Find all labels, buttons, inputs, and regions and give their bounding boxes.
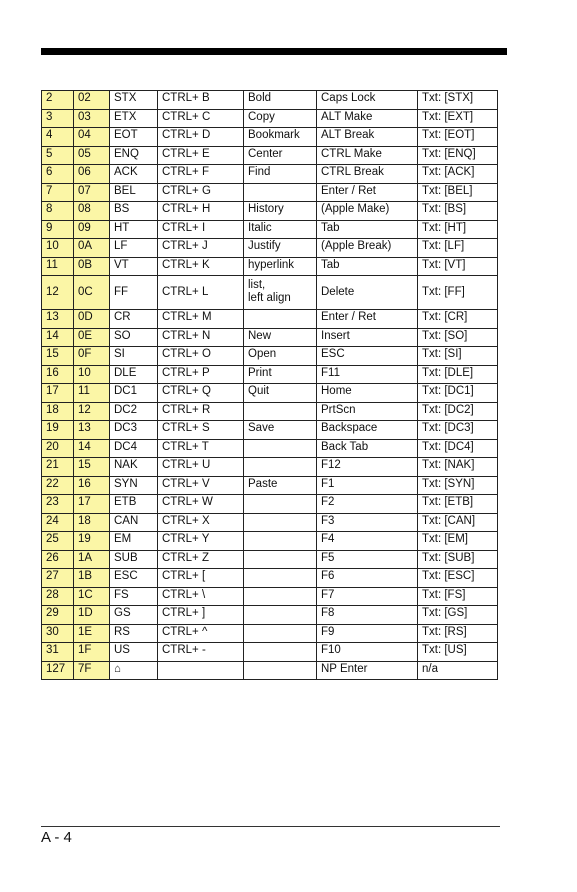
function-cell bbox=[244, 439, 317, 458]
ctrl-cell: CTRL+ Z bbox=[158, 550, 244, 569]
function-cell bbox=[244, 183, 317, 202]
ctrl-cell: CTRL+ S bbox=[158, 421, 244, 440]
char-cell: US bbox=[110, 643, 158, 662]
text-cell: Txt: [RS] bbox=[418, 624, 498, 643]
ctrl-cell: CTRL+ H bbox=[158, 202, 244, 221]
dec-cell: 10 bbox=[42, 239, 74, 258]
char-cell: STX bbox=[110, 91, 158, 110]
hex-cell: 16 bbox=[74, 476, 110, 495]
function-cell bbox=[244, 310, 317, 329]
hex-cell: 07 bbox=[74, 183, 110, 202]
text-cell: Txt: [FF] bbox=[418, 276, 498, 310]
table-row bbox=[42, 587, 498, 606]
hex-cell: 1E bbox=[74, 624, 110, 643]
ctrl-cell: CTRL+ U bbox=[158, 458, 244, 477]
dec-cell: 14 bbox=[42, 328, 74, 347]
ctrl-cell: CTRL+ I bbox=[158, 220, 244, 239]
text-cell: Txt: [BS] bbox=[418, 202, 498, 221]
dec-cell: 23 bbox=[42, 495, 74, 514]
hex-cell: 0B bbox=[74, 257, 110, 276]
text-cell: Txt: [SYN] bbox=[418, 476, 498, 495]
ctrl-cell: CTRL+ ] bbox=[158, 606, 244, 625]
text-cell: Txt: [DC3] bbox=[418, 421, 498, 440]
hex-cell: 10 bbox=[74, 365, 110, 384]
dec-cell: 26 bbox=[42, 550, 74, 569]
table-row bbox=[42, 495, 498, 514]
table-row bbox=[42, 365, 498, 384]
table-row bbox=[42, 239, 498, 258]
dec-cell: 21 bbox=[42, 458, 74, 477]
hex-cell: 12 bbox=[74, 402, 110, 421]
dec-cell: 7 bbox=[42, 183, 74, 202]
table-row bbox=[42, 109, 498, 128]
key-mapping-table bbox=[41, 90, 498, 680]
function-cell: hyperlink bbox=[244, 257, 317, 276]
key-cell: Delete bbox=[317, 276, 418, 310]
function-cell: Bold bbox=[244, 91, 317, 110]
key-cell: F4 bbox=[317, 532, 418, 551]
page-number: A - 4 bbox=[41, 829, 72, 846]
hex-cell: 1A bbox=[74, 550, 110, 569]
key-cell: ESC bbox=[317, 347, 418, 366]
hex-cell: 0F bbox=[74, 347, 110, 366]
char-cell: ETB bbox=[110, 495, 158, 514]
function-cell: Italic bbox=[244, 220, 317, 239]
ctrl-cell: CTRL+ V bbox=[158, 476, 244, 495]
dec-cell: 19 bbox=[42, 421, 74, 440]
key-cell: ALT Break bbox=[317, 128, 418, 147]
text-cell: Txt: [DC2] bbox=[418, 402, 498, 421]
key-cell: PrtScn bbox=[317, 402, 418, 421]
table-row bbox=[42, 532, 498, 551]
function-cell: Justify bbox=[244, 239, 317, 258]
dec-cell: 24 bbox=[42, 513, 74, 532]
function-cell bbox=[244, 402, 317, 421]
key-cell: (Apple Make) bbox=[317, 202, 418, 221]
dec-cell: 11 bbox=[42, 257, 74, 276]
dec-cell: 17 bbox=[42, 384, 74, 403]
dec-cell: 4 bbox=[42, 128, 74, 147]
key-cell: Tab bbox=[317, 257, 418, 276]
ctrl-cell: CTRL+ F bbox=[158, 165, 244, 184]
char-cell: RS bbox=[110, 624, 158, 643]
table-body bbox=[42, 91, 498, 680]
dec-cell: 31 bbox=[42, 643, 74, 662]
char-cell: ESC bbox=[110, 569, 158, 588]
text-cell: Txt: [ESC] bbox=[418, 569, 498, 588]
table-row bbox=[42, 624, 498, 643]
ctrl-cell: CTRL+ ^ bbox=[158, 624, 244, 643]
function-cell bbox=[244, 532, 317, 551]
key-cell: Enter / Ret bbox=[317, 183, 418, 202]
hex-cell: 02 bbox=[74, 91, 110, 110]
hex-cell: 06 bbox=[74, 165, 110, 184]
function-cell: Bookmark bbox=[244, 128, 317, 147]
char-cell: VT bbox=[110, 257, 158, 276]
hex-cell: 1F bbox=[74, 643, 110, 662]
ctrl-cell: CTRL+ T bbox=[158, 439, 244, 458]
dec-cell: 30 bbox=[42, 624, 74, 643]
function-cell bbox=[244, 569, 317, 588]
ctrl-cell: CTRL+ N bbox=[158, 328, 244, 347]
function-cell: Find bbox=[244, 165, 317, 184]
char-cell: ENQ bbox=[110, 146, 158, 165]
hex-cell: 1C bbox=[74, 587, 110, 606]
hex-cell: 05 bbox=[74, 146, 110, 165]
key-cell: Tab bbox=[317, 220, 418, 239]
char-cell: NAK bbox=[110, 458, 158, 477]
table-row bbox=[42, 458, 498, 477]
text-cell: Txt: [DC1] bbox=[418, 384, 498, 403]
hex-cell: 11 bbox=[74, 384, 110, 403]
table-row bbox=[42, 347, 498, 366]
function-cell bbox=[244, 513, 317, 532]
function-cell bbox=[244, 643, 317, 662]
function-cell: Open bbox=[244, 347, 317, 366]
dec-cell: 127 bbox=[42, 661, 74, 680]
function-cell: Save bbox=[244, 421, 317, 440]
key-cell: F7 bbox=[317, 587, 418, 606]
text-cell: Txt: [FS] bbox=[418, 587, 498, 606]
char-cell: CR bbox=[110, 310, 158, 329]
header-bar bbox=[41, 48, 507, 55]
table-row bbox=[42, 202, 498, 221]
text-cell: Txt: [SI] bbox=[418, 347, 498, 366]
dec-cell: 6 bbox=[42, 165, 74, 184]
text-cell: Txt: [EOT] bbox=[418, 128, 498, 147]
table-row bbox=[42, 513, 498, 532]
hex-cell: 0E bbox=[74, 328, 110, 347]
function-cell: Copy bbox=[244, 109, 317, 128]
table-row bbox=[42, 606, 498, 625]
function-cell: Quit bbox=[244, 384, 317, 403]
char-cell: DC4 bbox=[110, 439, 158, 458]
ctrl-cell: CTRL+ [ bbox=[158, 569, 244, 588]
text-cell: Txt: [US] bbox=[418, 643, 498, 662]
key-cell: Enter / Ret bbox=[317, 310, 418, 329]
char-cell: SUB bbox=[110, 550, 158, 569]
function-cell: Print bbox=[244, 365, 317, 384]
ctrl-cell: CTRL+ D bbox=[158, 128, 244, 147]
ctrl-cell: CTRL+ R bbox=[158, 402, 244, 421]
text-cell: Txt: [CAN] bbox=[418, 513, 498, 532]
ctrl-cell: CTRL+ X bbox=[158, 513, 244, 532]
function-cell bbox=[244, 661, 317, 680]
function-cell bbox=[244, 624, 317, 643]
table-row bbox=[42, 384, 498, 403]
dec-cell: 3 bbox=[42, 109, 74, 128]
text-cell: Txt: [CR] bbox=[418, 310, 498, 329]
text-cell: Txt: [VT] bbox=[418, 257, 498, 276]
table-row bbox=[42, 165, 498, 184]
table-row bbox=[42, 128, 498, 147]
key-cell: Backspace bbox=[317, 421, 418, 440]
ctrl-cell: CTRL+ J bbox=[158, 239, 244, 258]
key-cell: F2 bbox=[317, 495, 418, 514]
key-cell: F12 bbox=[317, 458, 418, 477]
dec-cell: 2 bbox=[42, 91, 74, 110]
function-cell: list, left align bbox=[244, 276, 317, 310]
table-row bbox=[42, 550, 498, 569]
ctrl-cell: CTRL+ L bbox=[158, 276, 244, 310]
text-cell: Txt: [SUB] bbox=[418, 550, 498, 569]
hex-cell: 1D bbox=[74, 606, 110, 625]
key-cell: Home bbox=[317, 384, 418, 403]
ctrl-cell: CTRL+ M bbox=[158, 310, 244, 329]
char-cell: GS bbox=[110, 606, 158, 625]
dec-cell: 16 bbox=[42, 365, 74, 384]
ctrl-cell: CTRL+ Q bbox=[158, 384, 244, 403]
ctrl-cell: CTRL+ G bbox=[158, 183, 244, 202]
char-cell: DC1 bbox=[110, 384, 158, 403]
text-cell: Txt: [NAK] bbox=[418, 458, 498, 477]
key-cell: (Apple Break) bbox=[317, 239, 418, 258]
dec-cell: 22 bbox=[42, 476, 74, 495]
function-cell: Center bbox=[244, 146, 317, 165]
table-row bbox=[42, 421, 498, 440]
ctrl-cell: CTRL+ O bbox=[158, 347, 244, 366]
key-cell: F1 bbox=[317, 476, 418, 495]
dec-cell: 25 bbox=[42, 532, 74, 551]
text-cell: n/a bbox=[418, 661, 498, 680]
dec-cell: 13 bbox=[42, 310, 74, 329]
hex-cell: 04 bbox=[74, 128, 110, 147]
key-cell: F9 bbox=[317, 624, 418, 643]
ctrl-cell: CTRL+ - bbox=[158, 643, 244, 662]
table-row bbox=[42, 276, 498, 310]
char-cell: LF bbox=[110, 239, 158, 258]
function-cell bbox=[244, 606, 317, 625]
ctrl-cell bbox=[158, 661, 244, 680]
text-cell: Txt: [ACK] bbox=[418, 165, 498, 184]
hex-cell: 0A bbox=[74, 239, 110, 258]
key-cell: F6 bbox=[317, 569, 418, 588]
char-cell: CAN bbox=[110, 513, 158, 532]
dec-cell: 27 bbox=[42, 569, 74, 588]
hex-cell: 19 bbox=[74, 532, 110, 551]
text-cell: Txt: [SO] bbox=[418, 328, 498, 347]
table-container bbox=[41, 90, 497, 680]
char-cell: FF bbox=[110, 276, 158, 310]
char-cell: DC3 bbox=[110, 421, 158, 440]
function-cell bbox=[244, 458, 317, 477]
char-cell: ⌂ bbox=[110, 661, 158, 680]
hex-cell: 15 bbox=[74, 458, 110, 477]
function-cell bbox=[244, 550, 317, 569]
char-cell: BEL bbox=[110, 183, 158, 202]
table-row bbox=[42, 257, 498, 276]
hex-cell: 7F bbox=[74, 661, 110, 680]
hex-cell: 13 bbox=[74, 421, 110, 440]
char-cell: EM bbox=[110, 532, 158, 551]
key-cell: NP Enter bbox=[317, 661, 418, 680]
hex-cell: 18 bbox=[74, 513, 110, 532]
table-row bbox=[42, 569, 498, 588]
hex-cell: 14 bbox=[74, 439, 110, 458]
text-cell: Txt: [STX] bbox=[418, 91, 498, 110]
char-cell: SYN bbox=[110, 476, 158, 495]
text-cell: Txt: [GS] bbox=[418, 606, 498, 625]
dec-cell: 8 bbox=[42, 202, 74, 221]
table-row bbox=[42, 476, 498, 495]
ctrl-cell: CTRL+ E bbox=[158, 146, 244, 165]
key-cell: F8 bbox=[317, 606, 418, 625]
key-cell: F5 bbox=[317, 550, 418, 569]
dec-cell: 15 bbox=[42, 347, 74, 366]
text-cell: Txt: [DC4] bbox=[418, 439, 498, 458]
function-cell: Paste bbox=[244, 476, 317, 495]
hex-cell: 0C bbox=[74, 276, 110, 310]
char-cell: FS bbox=[110, 587, 158, 606]
ctrl-cell: CTRL+ B bbox=[158, 91, 244, 110]
dec-cell: 9 bbox=[42, 220, 74, 239]
text-cell: Txt: [BEL] bbox=[418, 183, 498, 202]
key-cell: Caps Lock bbox=[317, 91, 418, 110]
text-cell: Txt: [EXT] bbox=[418, 109, 498, 128]
char-cell: BS bbox=[110, 202, 158, 221]
char-cell: ACK bbox=[110, 165, 158, 184]
dec-cell: 18 bbox=[42, 402, 74, 421]
text-cell: Txt: [DLE] bbox=[418, 365, 498, 384]
char-cell: SI bbox=[110, 347, 158, 366]
ctrl-cell: CTRL+ P bbox=[158, 365, 244, 384]
table-row bbox=[42, 661, 498, 680]
dec-cell: 29 bbox=[42, 606, 74, 625]
key-cell: Insert bbox=[317, 328, 418, 347]
text-cell: Txt: [ETB] bbox=[418, 495, 498, 514]
hex-cell: 1B bbox=[74, 569, 110, 588]
ctrl-cell: CTRL+ \ bbox=[158, 587, 244, 606]
table-row bbox=[42, 91, 498, 110]
ctrl-cell: CTRL+ C bbox=[158, 109, 244, 128]
dec-cell: 20 bbox=[42, 439, 74, 458]
table-row bbox=[42, 439, 498, 458]
function-cell bbox=[244, 495, 317, 514]
hex-cell: 0D bbox=[74, 310, 110, 329]
char-cell: SO bbox=[110, 328, 158, 347]
footer-rule bbox=[41, 826, 500, 827]
text-cell: Txt: [LF] bbox=[418, 239, 498, 258]
ctrl-cell: CTRL+ Y bbox=[158, 532, 244, 551]
char-cell: HT bbox=[110, 220, 158, 239]
key-cell: CTRL Break bbox=[317, 165, 418, 184]
text-cell: Txt: [EM] bbox=[418, 532, 498, 551]
dec-cell: 28 bbox=[42, 587, 74, 606]
dec-cell: 5 bbox=[42, 146, 74, 165]
key-cell: F11 bbox=[317, 365, 418, 384]
key-cell: F10 bbox=[317, 643, 418, 662]
char-cell: DC2 bbox=[110, 402, 158, 421]
key-cell: ALT Make bbox=[317, 109, 418, 128]
char-cell: DLE bbox=[110, 365, 158, 384]
table-row bbox=[42, 328, 498, 347]
hex-cell: 08 bbox=[74, 202, 110, 221]
table-row bbox=[42, 183, 498, 202]
hex-cell: 17 bbox=[74, 495, 110, 514]
table-row bbox=[42, 402, 498, 421]
text-cell: Txt: [ENQ] bbox=[418, 146, 498, 165]
ctrl-cell: CTRL+ K bbox=[158, 257, 244, 276]
hex-cell: 09 bbox=[74, 220, 110, 239]
table-row bbox=[42, 220, 498, 239]
table-row bbox=[42, 643, 498, 662]
key-cell: Back Tab bbox=[317, 439, 418, 458]
key-cell: CTRL Make bbox=[317, 146, 418, 165]
ctrl-cell: CTRL+ W bbox=[158, 495, 244, 514]
table-row bbox=[42, 310, 498, 329]
hex-cell: 03 bbox=[74, 109, 110, 128]
function-cell bbox=[244, 587, 317, 606]
key-cell: F3 bbox=[317, 513, 418, 532]
function-cell: New bbox=[244, 328, 317, 347]
char-cell: EOT bbox=[110, 128, 158, 147]
dec-cell: 12 bbox=[42, 276, 74, 310]
char-cell: ETX bbox=[110, 109, 158, 128]
table-row bbox=[42, 146, 498, 165]
function-cell: History bbox=[244, 202, 317, 221]
text-cell: Txt: [HT] bbox=[418, 220, 498, 239]
